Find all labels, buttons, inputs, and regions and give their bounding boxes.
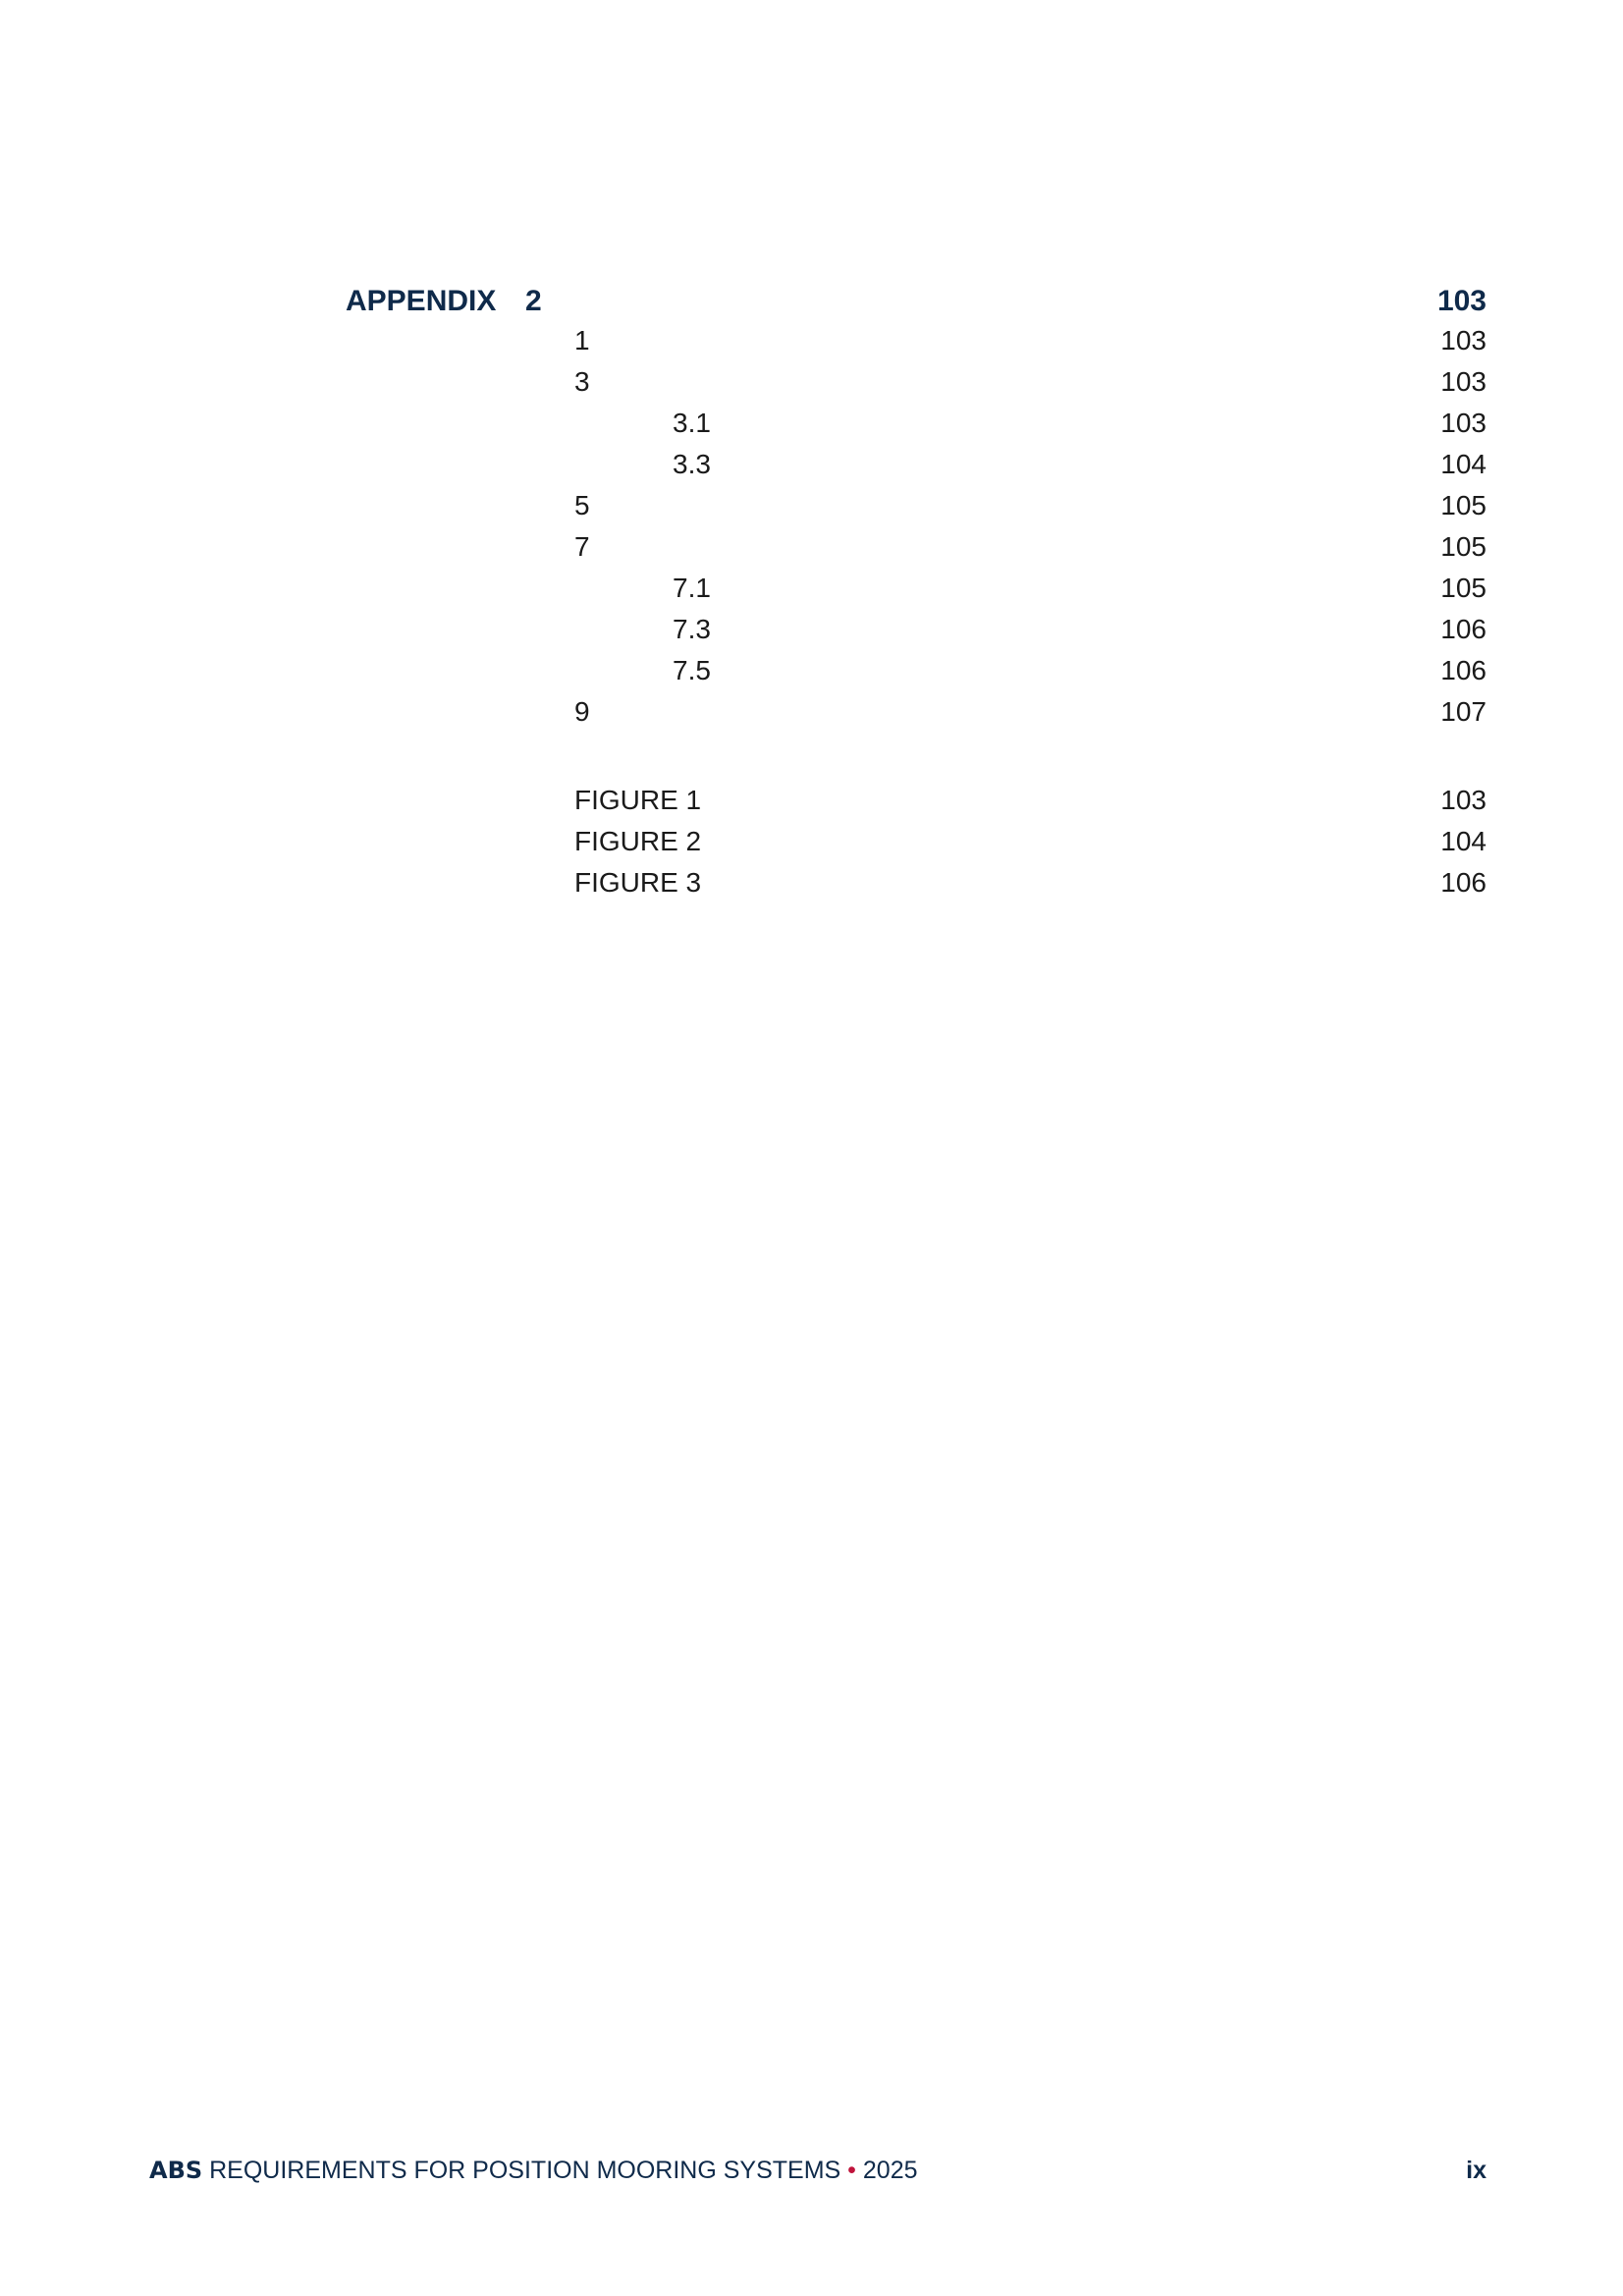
entry-number: 9 [574,696,590,727]
entry-number: 1 [574,325,590,355]
appendix-number: 2 [525,285,542,317]
page-footer [149,2151,1487,2190]
figure-page: 104 [1440,826,1487,856]
entry-number: 7.5 [673,655,711,685]
entry-page: 103 [1440,366,1487,397]
entry-page: 107 [1440,696,1487,727]
entry-number: 3 [574,366,590,397]
toc-entry-1[interactable] [0,320,1623,361]
entry-page: 106 [1440,655,1487,685]
footer-year: 2025 [862,2157,918,2184]
figure-entry-3[interactable] [0,862,1623,903]
entry-page: 104 [1440,449,1487,479]
figure-page: 103 [1440,785,1487,815]
footer-page-number: ix [1466,2157,1487,2184]
entry-page: 105 [1440,531,1487,562]
entry-number: 3.1 [673,408,711,438]
figure-entry-2[interactable] [0,821,1623,862]
footer-title: REQUIREMENTS FOR POSITION MOORING SYSTEMS [209,2157,841,2184]
entry-page: 105 [1440,490,1487,520]
footer-separator: • [847,2157,856,2184]
entry-number: 7 [574,531,590,562]
entry-page: 106 [1440,614,1487,644]
entry-page: 103 [1440,325,1487,355]
appendix-heading[interactable] [0,281,1623,322]
figure-label: FIGURE 3 [574,867,702,898]
toc-entry-7-1[interactable] [0,568,1623,609]
entry-number: 3.3 [673,449,711,479]
toc-entry-7[interactable] [0,526,1623,568]
toc-entry-3-1[interactable] [0,403,1623,444]
entry-page: 103 [1440,408,1487,438]
figure-page: 106 [1440,867,1487,898]
toc-entry-9[interactable] [0,691,1623,733]
footer-brand: ABS [149,2157,203,2184]
toc-entry-3[interactable] [0,361,1623,403]
toc-entry-5[interactable] [0,485,1623,526]
figure-label: FIGURE 1 [574,785,702,815]
entry-number: 7.1 [673,573,711,603]
entry-number: 7.3 [673,614,711,644]
toc-entry-3-3[interactable] [0,444,1623,485]
figure-entry-1[interactable] [0,780,1623,821]
figure-label: FIGURE 2 [574,826,702,856]
toc-entry-7-5[interactable] [0,650,1623,691]
toc-entry-7-3[interactable] [0,609,1623,650]
appendix-label: APPENDIX [346,285,497,317]
entry-number: 5 [574,490,590,520]
entry-page: 105 [1440,573,1487,603]
appendix-page: 103 [1436,285,1487,317]
